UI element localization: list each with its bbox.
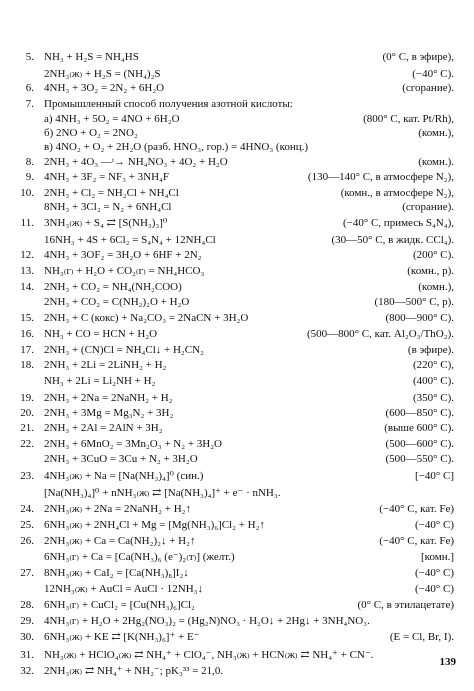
reaction-conditions: (0° C, в эфире), <box>382 51 454 63</box>
reaction-conditions: (комн.). <box>418 156 454 168</box>
reaction-row <box>0 140 474 154</box>
reaction-row <box>0 280 474 294</box>
reaction-row <box>0 264 474 278</box>
reaction-conditions: (−40° C, кат. Fe) <box>379 503 454 515</box>
reaction-number: 23. <box>20 470 34 482</box>
reaction-equation: 2NH₃ + (CN)Cl = NH₄Cl↓ + H₂CN₂ <box>44 344 204 356</box>
reaction-equation: б) 2NO + O₂ = 2NO₂ <box>44 127 138 139</box>
reaction-equation: 2NH₃ + CO₂ = NH₄(NH₂COO) <box>44 281 182 293</box>
reaction-number: 24. <box>20 503 34 515</box>
reaction-number: 29. <box>20 615 34 627</box>
reaction-equation: 2NH₃₍ж₎ + 2Na = 2NaNH₂ + H₂↑ <box>44 503 191 515</box>
reaction-number: 14. <box>20 281 34 293</box>
reaction-row <box>0 598 474 612</box>
reaction-row <box>0 200 474 214</box>
reaction-number: 30. <box>20 631 34 643</box>
reaction-row <box>0 469 474 483</box>
reaction-number: 9. <box>25 171 34 183</box>
reaction-conditions: (500—600° C). <box>385 438 454 450</box>
reaction-row <box>0 452 474 466</box>
reaction-equation: 6NH₃₍ж₎ + KE ⇄ [K(NH₃)₆]⁺ + E⁻ <box>44 631 200 643</box>
reaction-conditions: (сгорание). <box>402 82 454 94</box>
reaction-conditions: (сгорание). <box>402 201 454 213</box>
reaction-conditions: (−40° C) <box>414 583 454 595</box>
reaction-row <box>0 614 474 628</box>
reaction-equation: 16NH₃ + 4S + 6Cl₂ = S₄N₄ + 12NH₄Cl <box>44 234 216 246</box>
reaction-equation: 2NH₃ + Cl₂ = NH₂Cl + NH₄Cl <box>44 187 179 199</box>
reaction-equation: 2NH₃ + 2Al = 2AlN + 3H₂ <box>44 422 163 434</box>
reaction-number: 13. <box>20 265 34 277</box>
reaction-equation: 4NH₃ + 3OF₂ = 3H₂O + 6HF + 2N₂ <box>44 249 202 261</box>
reaction-number: 17. <box>20 344 34 356</box>
reaction-number: 15. <box>20 312 34 324</box>
reaction-row <box>0 391 474 405</box>
reaction-number: 16. <box>20 328 34 340</box>
reaction-row <box>0 502 474 516</box>
reaction-number: 19. <box>20 392 34 404</box>
reaction-equation: 2NH₃ + 2Na = 2NaNH₂ + H₂ <box>44 392 173 404</box>
reaction-equation: 8NH₃ + 3Cl₂ = N₂ + 6NH₄Cl <box>44 201 172 213</box>
reaction-row <box>0 421 474 435</box>
reaction-equation: NH₃ + 2Li = Li₂NH + H₂ <box>44 375 156 387</box>
reaction-equation: [Na(NH₃)₄]⁰ + nNH₃₍ж₎ ⇄ [Na(NH₃)₄]⁺ + e⁻ · nNH₃. <box>44 487 281 499</box>
reaction-number: 5. <box>25 51 34 63</box>
reaction-conditions: (выше 600° C). <box>384 422 454 434</box>
reaction-row <box>0 186 474 200</box>
reaction-row <box>0 50 474 64</box>
reaction-equation: NH₃ + H₂S = NH₄HS <box>44 51 139 63</box>
reaction-conditions: [комн.] <box>421 551 454 563</box>
page-number: 139 <box>439 656 456 668</box>
reaction-row <box>0 343 474 357</box>
reaction-row <box>0 358 474 372</box>
reaction-conditions: (180—500° C, p). <box>374 296 454 308</box>
reaction-conditions: (комн.), <box>418 127 454 139</box>
reaction-number: 27. <box>20 567 34 579</box>
reaction-row <box>0 126 474 140</box>
reaction-number: 12. <box>20 249 34 261</box>
reaction-row <box>0 327 474 341</box>
reaction-equation: 4NH₃₍г₎ + H₂O + 2Hg₂(NO₃)₂ = (Hg₂N)NO₃ · H₂O↓ + 2Hg↓ + 3NH₄NO₃. <box>44 615 370 627</box>
reaction-row <box>0 486 474 500</box>
reaction-number: 28. <box>20 599 34 611</box>
reaction-conditions: (220° C), <box>412 359 454 371</box>
reaction-conditions: (−40° C) <box>414 519 454 531</box>
reaction-conditions: (500—800° C, кат. Al₂O₃/ThO₂). <box>307 328 454 340</box>
reaction-row <box>0 664 474 678</box>
reaction-row <box>0 97 474 111</box>
reaction-row <box>0 437 474 451</box>
reaction-conditions: (400° C). <box>412 375 454 387</box>
reaction-equation: NH₃₍ж₎ + HClO₄₍ж₎ ⇄ NH₄⁺ + ClO₄⁻, NH₃₍ж₎ + HCN₍ж₎ ⇄ NH₄⁺ + CN⁻. <box>44 649 374 661</box>
reaction-row <box>0 534 474 548</box>
reaction-equation: 2NH₃₍ж₎ + Ca = Ca(NH₂)₂↓ + H₂↑ <box>44 535 196 547</box>
reaction-equation: в) 4NO₂ + O₂ + 2H₂O (разб. HNO₃, гор.) = 4HNO₃ (конц.) <box>44 141 309 153</box>
reaction-conditions: (комн.), <box>418 281 454 293</box>
reaction-row <box>0 248 474 262</box>
reaction-number: 25. <box>20 519 34 531</box>
reaction-number: 7. <box>25 98 34 110</box>
reaction-conditions: (200° C). <box>412 249 454 261</box>
reaction-number: 10. <box>20 187 34 199</box>
reaction-row <box>0 81 474 95</box>
reaction-number: 31. <box>20 649 34 661</box>
reaction-number: 6. <box>25 82 34 94</box>
reaction-equation: NH₃₍г₎ + H₂O + CO₂₍г₎ = NH₄HCO₃ <box>44 265 205 277</box>
reaction-equation: 2NH₃ + C (кокс) + Na₂CO₃ = 2NaCN + 3H₂O <box>44 312 249 324</box>
reaction-number: 21. <box>20 422 34 434</box>
reaction-row <box>0 550 474 564</box>
reaction-equation: 4NH₃ + 3F₂ = NF₃ + 3NH₄F <box>44 171 170 183</box>
reaction-equation: 2NH₃ + 3Mg = Mg₃N₂ + 3H₂ <box>44 407 174 419</box>
reaction-conditions: (30—50° C, в жидк. CCl₄). <box>331 234 454 246</box>
reaction-number: 8. <box>25 156 34 168</box>
reaction-conditions: (E = Cl, Br, I). <box>389 631 454 643</box>
reaction-equation: 2NH₃₍ж₎ ⇄ NH₄⁺ + NH₂⁻; pK₃³³ = 21,0. <box>44 665 224 677</box>
reaction-conditions: (комн., в атмосфере N₂), <box>340 187 454 199</box>
reaction-conditions: (−40° C, кат. Fe) <box>379 535 454 547</box>
reaction-number: 26. <box>20 535 34 547</box>
reaction-row <box>0 67 474 81</box>
reaction-row <box>0 311 474 325</box>
reaction-row <box>0 170 474 184</box>
reaction-row <box>0 648 474 662</box>
reaction-equation: 2NH₃ + 2Li = 2LiNH₂ + H₂ <box>44 359 167 371</box>
reaction-number: 18. <box>20 359 34 371</box>
reaction-row <box>0 566 474 580</box>
reaction-equation: 2NH₃ + 3CuO = 3Cu + N₂ + 3H₂O <box>44 453 198 465</box>
reaction-row <box>0 216 474 230</box>
reaction-equation: а) 4NH₃ + 5O₂ = 4NO + 6H₂O <box>44 113 180 125</box>
reaction-equation: 2NH₃₍ж₎ + H₂S = (NH₄)₂S <box>44 68 161 80</box>
reaction-number: 20. <box>20 407 34 419</box>
reaction-equation: 3NH₃₍ж₎ + S₄ ⇄ [S(NH₃)₃]⁰ <box>44 217 168 229</box>
reaction-equation: 2NH₃ + CO₂ = C(NH₂)₂O + H₂O <box>44 296 190 308</box>
reaction-number: 32. <box>20 665 34 677</box>
reaction-conditions: (комн., p). <box>407 265 454 277</box>
reaction-row <box>0 112 474 126</box>
reaction-equation: NH₃ + CO = HCN + H₂O <box>44 328 158 340</box>
reaction-conditions: (800—900° C). <box>385 312 454 324</box>
reaction-row <box>0 233 474 247</box>
reaction-equation: 6NH₃₍ж₎ + 2NH₄Cl + Mg = [Mg(NH₃)₆]Cl₂ + H₂↑ <box>44 519 265 531</box>
reaction-row <box>0 155 474 169</box>
reaction-equation: 8NH₃₍ж₎ + CaI₂ = [Ca(NH₃)₈]I₂↓ <box>44 567 189 579</box>
reaction-conditions: (600—850° C). <box>385 407 454 419</box>
reaction-conditions: (500—550° C). <box>385 453 454 465</box>
reaction-conditions: (−40° C). <box>412 68 454 80</box>
reaction-number: 11. <box>20 217 34 229</box>
reaction-row <box>0 518 474 532</box>
reaction-equation: 4NH₃₍ж₎ + Na = [Na(NH₃)₄]⁰ (син.) <box>44 470 204 482</box>
reaction-row <box>0 630 474 644</box>
reaction-conditions: (−40° C, примесь S₄N₄), <box>342 217 454 229</box>
reaction-row <box>0 295 474 309</box>
reaction-row <box>0 582 474 596</box>
reaction-equation: 12NH₃₍ж₎ + AuCl = AuCl · 12NH₃↓ <box>44 583 203 595</box>
reaction-number: 22. <box>20 438 34 450</box>
reaction-row <box>0 406 474 420</box>
reaction-equation: 2NH₃ + 6MnO₂ = 3Mn₂O₃ + N₂ + 3H₂O <box>44 438 222 450</box>
reaction-conditions: (−40° C) <box>414 567 454 579</box>
reaction-conditions: (350° C). <box>412 392 454 404</box>
reaction-conditions: (0° C, в этилацетате) <box>357 599 454 611</box>
reaction-equation: 2NH₃ + 4O₃ —ᵗ→ NH₄NO₃ + 4O₂ + H₂O <box>44 156 228 168</box>
reaction-conditions: (800° C, кат. Pt/Rh), <box>363 113 454 125</box>
reaction-row <box>0 374 474 388</box>
reaction-equation: 6NH₃₍г₎ + CuCl₂ = [Cu(NH₃)₆]Cl₂ <box>44 599 195 611</box>
reaction-equation: Промышленный способ получения азотной кислоты: <box>44 98 293 110</box>
reaction-equation: 6NH₃₍г₎ + Ca = [Ca(NH₃)₆ (e⁻)₂₍т₎] (желт.) <box>44 551 235 563</box>
reaction-conditions: (в эфире). <box>407 344 454 356</box>
reaction-conditions: (130—140° C, в атмосфере N₂), <box>307 171 454 183</box>
reaction-equation: 4NH₃ + 3O₂ = 2N₂ + 6H₂O <box>44 82 165 94</box>
reaction-conditions: [−40° C] <box>414 470 454 482</box>
